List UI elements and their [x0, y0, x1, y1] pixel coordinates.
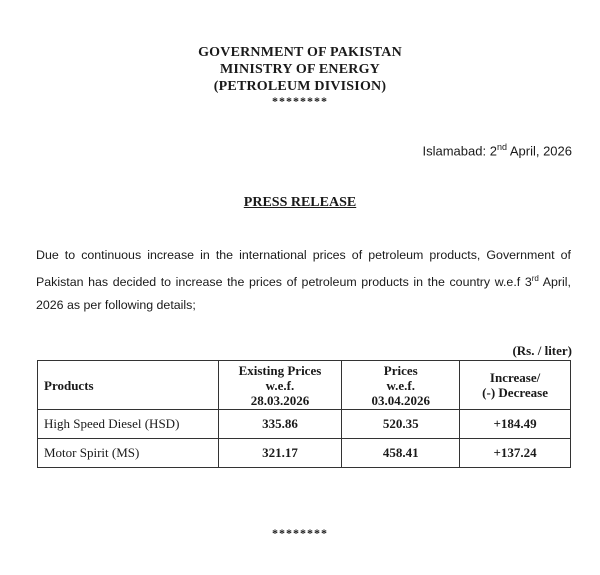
paragraph-rest: April, 2026 as per following details; [36, 275, 571, 313]
cell-new-price: 458.41 [342, 439, 460, 468]
cell-new-price: 520.35 [342, 410, 460, 439]
cell-product: Motor Spirit (MS) [38, 439, 219, 468]
header-change: Increase/ (-) Decrease [460, 361, 571, 410]
price-table [37, 360, 571, 468]
footer-stars: ******** [272, 526, 328, 540]
body-paragraph [36, 244, 571, 317]
dateline-place: Islamabad: 2 [422, 143, 497, 159]
cell-change: +137.24 [460, 439, 571, 468]
paragraph-suffix: rd [531, 274, 539, 283]
table-header-row [38, 361, 571, 410]
dateline-rest: April, 2026 [506, 143, 572, 159]
cell-existing-price: 321.17 [218, 439, 342, 468]
header-stars: ******** [272, 94, 328, 108]
paragraph-text: Due to continuous increase in the international prices of petroleum products, Government of Pakistan has decided to increase the prices of petroleum products in the country w.e.f 3 [36, 248, 571, 290]
header-ministry: MINISTRY OF ENERGY [220, 62, 380, 77]
cell-change: +184.49 [460, 410, 571, 439]
unit-label: (Rs. / liter) [512, 343, 572, 358]
header-new-prices: Prices w.e.f. 03.04.2026 [342, 361, 460, 410]
header-existing-prices: Existing Prices w.e.f. 28.03.2026 [218, 361, 342, 410]
table-row [38, 410, 571, 439]
header-government: GOVERNMENT OF PAKISTAN [198, 45, 402, 60]
header-products: Products [38, 361, 219, 410]
header-division: (PETROLEUM DIVISION) [213, 79, 387, 94]
cell-product: High Speed Diesel (HSD) [38, 410, 219, 439]
document-header [0, 44, 600, 107]
table-row [38, 439, 571, 468]
dateline-suffix: nd [496, 142, 507, 152]
dateline [423, 142, 573, 158]
press-release-title: PRESS RELEASE [243, 195, 357, 210]
cell-existing-price: 335.86 [218, 410, 342, 439]
